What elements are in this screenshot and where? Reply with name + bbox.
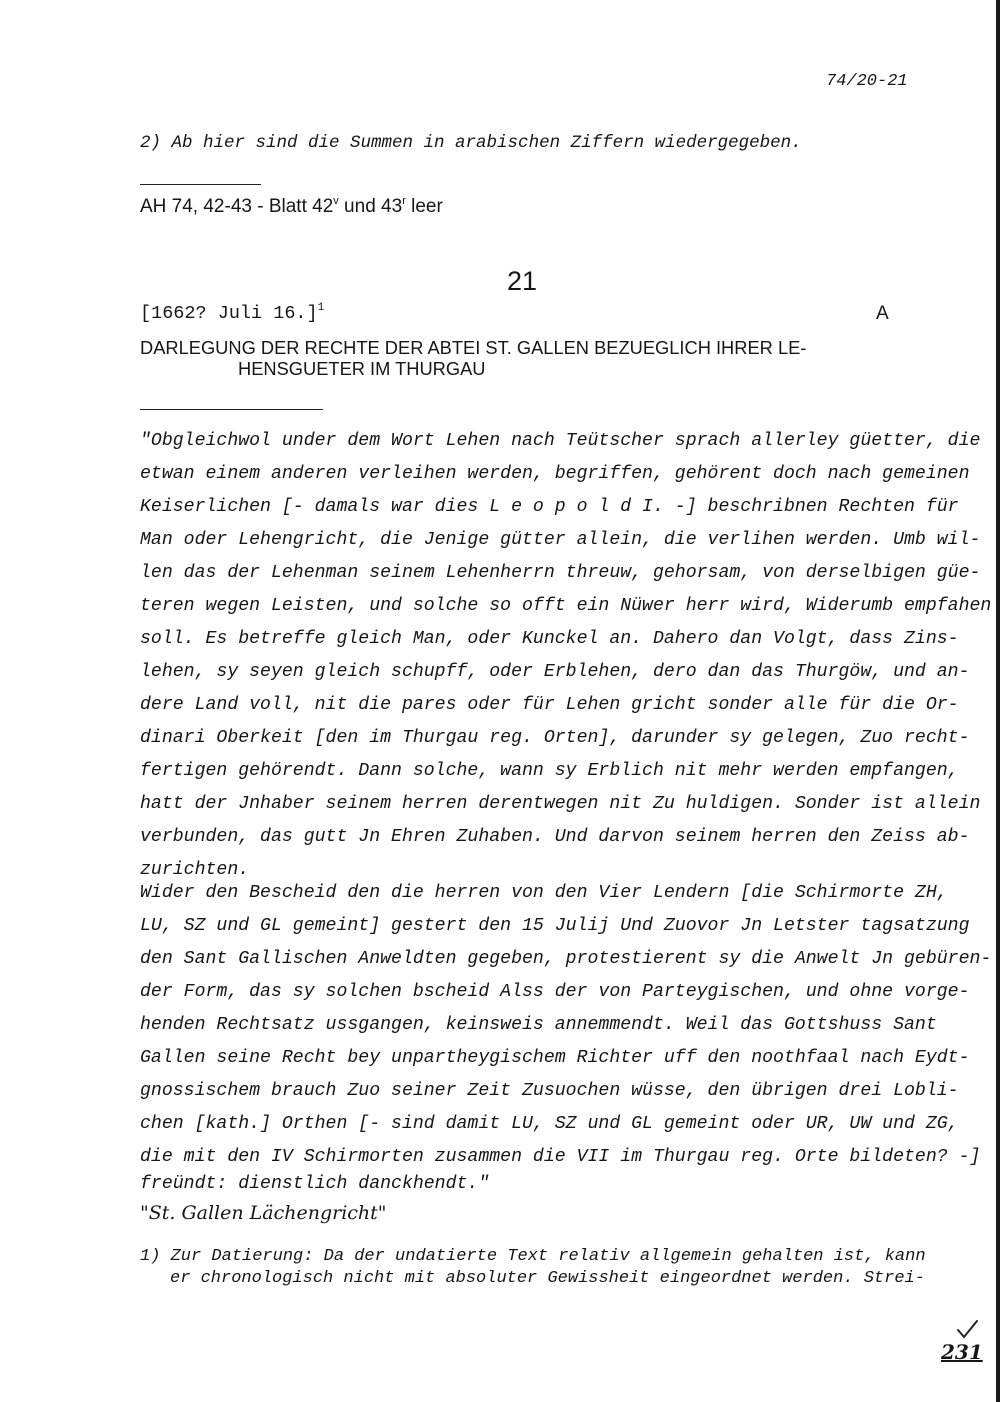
body-line: den Sant Gallischen Anweldten gegeben, protestierent sy die Anwelt Jn gebüren- — [140, 949, 992, 969]
previous-footnote: 2) Ab hier sind die Summen in arabischen Ziffern wiedergegeben. — [140, 133, 802, 153]
body-line: die mit den IV Schirmorten zusammen die VII im Thurgau reg. Orte bildeten? -] — [140, 1147, 981, 1167]
footnote-mark: 1 — [317, 302, 325, 314]
body-line: verbunden, das gutt Jn Ehren Zuhaben. Und darvon seinem herren den Zeiss ab- — [140, 827, 970, 847]
body-line: dinari Oberkeit [den im Thurgau reg. Orten], darunder sy gelegen, Zuo recht- — [140, 728, 970, 748]
handwritten-page-number: 231 — [941, 1340, 983, 1364]
body-line: freündt: dienstlich danckhendt." — [140, 1174, 490, 1194]
body-line: zurichten. — [140, 860, 250, 880]
body-line: fertigen gehörendt. Dann solche, wann sy Erblich nit mehr werden empfangen, — [140, 761, 959, 781]
body-line: len das der Lehenman seinem Lehenherrn threuw, gehorsam, von derselbigen güe- — [140, 563, 981, 583]
body-line: "Obgleichwol under dem Wort Lehen nach Teütscher sprach allerley güetter, die — [140, 431, 981, 451]
source-letter: A — [876, 303, 889, 324]
body-line: Gallen seine Recht bey unpartheygischem Richter uff den noothfaal nach Eydt- — [140, 1048, 970, 1068]
body-line: dere Land voll, nit die pares oder für Lehen gricht sonder alle für die Or- — [140, 695, 959, 715]
document-title-line-2: HENSGUETER IM THURGAU — [238, 358, 486, 379]
body-line: henden Rechtsatz ussgangen, keinsweis annemmendt. Weil das Gottshuss Sant — [140, 1015, 937, 1035]
body-line: Man oder Lehengricht, die Jenige gütter allein, die verlihen werden. Umb wil- — [140, 530, 981, 550]
body-line: Wider den Bescheid den die herren von den Vier Lendern [die Schirmorte ZH, — [140, 883, 948, 903]
page-reference: 74/20-21 — [826, 72, 908, 91]
blank-leaf-note: AH 74, 42-43 - Blatt 42$^v$ und 43$^r$ leer — [140, 195, 443, 217]
body-line: teren wegen Leisten, und solche so offt ein Nüwer herr wird, Widerumb empfahen — [140, 596, 992, 616]
body-line: hatt der Jnhaber seinem herren derentwegen nit Zu huldigen. Sonder ist allein — [140, 794, 981, 814]
page-edge-shadow — [996, 0, 1000, 1402]
body-line: chen [kath.] Orthen [- sind damit LU, SZ und GL gemeint oder UR, UW und ZG, — [140, 1114, 959, 1134]
footnote-line: er chronologisch nicht mit absoluter Gewissheit eingeordnet werden. Strei- — [170, 1269, 925, 1288]
body-line: LU, SZ und GL gemeint] gestert den 15 Julij Und Zuovor Jn Letster tagsatzung — [140, 916, 970, 936]
document-title-line-1: DARLEGUNG DER RECHTE DER ABTEI ST. GALLEN BEZUEGLICH IHRER LE- — [140, 337, 807, 358]
body-line: Keiserlichen [- damals war dies L e o p o l d I. -] beschribnen Rechten für — [140, 497, 959, 517]
separator-rule — [140, 184, 261, 185]
body-line: lehen, sy seyen gleich schupff, oder Erblehen, dero dan das Thurgöw, und an- — [140, 662, 970, 682]
footnote-line: 1) Zur Datierung: Da der undatierte Text relativ allgemein gehalten ist, kann — [140, 1247, 926, 1266]
document-number: 21 — [507, 266, 538, 296]
checkmark-icon — [955, 1318, 981, 1342]
body-line: der Form, das sy solchen bscheid Alss der von Parteygischen, und ohne vorge- — [140, 982, 970, 1002]
handwritten-title: "St. Gallen Lächengricht" — [140, 1202, 387, 1224]
body-line: gnossischem brauch Zuo seiner Zeit Zusuochen wüsse, den übrigen drei Lobli- — [140, 1081, 959, 1101]
body-line: etwan einem anderen verleihen werden, begriffen, gehörent doch nach gemeinen — [140, 464, 970, 484]
document-date: [1662? Juli 16.]$^1$ — [140, 302, 325, 324]
body-line: soll. Es betreffe gleich Man, oder Kunckel an. Dahero dan Volgt, dass Zins- — [140, 629, 959, 649]
separator-rule — [140, 409, 323, 410]
